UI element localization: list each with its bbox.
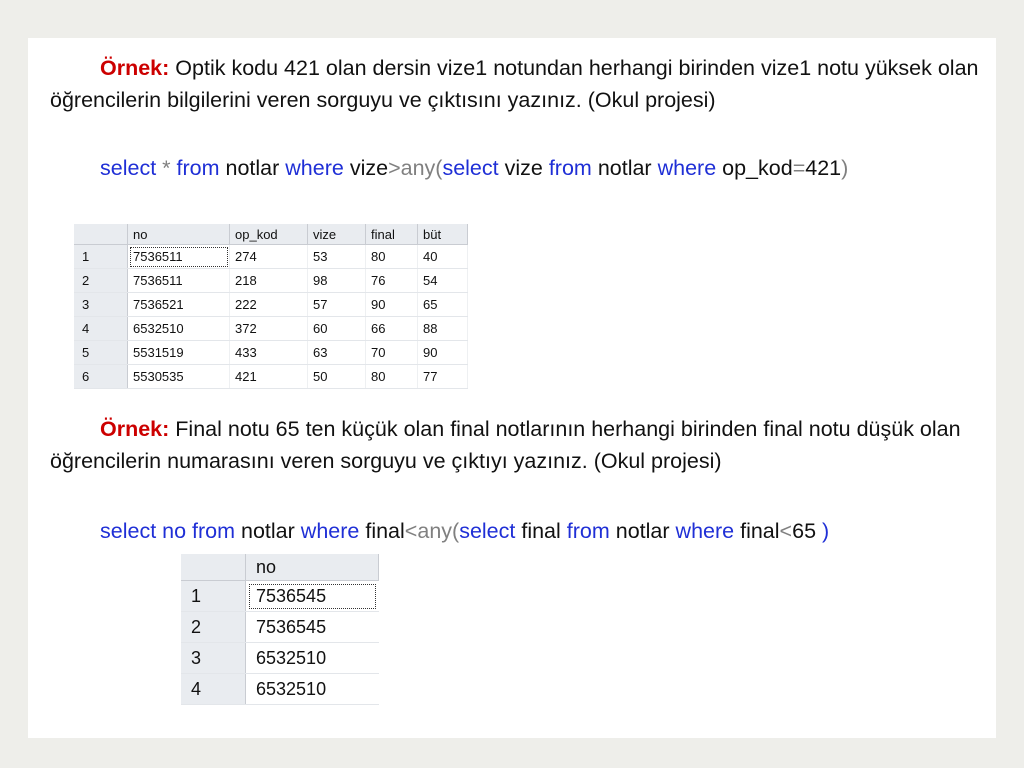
row-number[interactable]: 1 bbox=[181, 581, 246, 612]
sub-column: final bbox=[521, 519, 561, 543]
table-row[interactable] bbox=[74, 317, 468, 341]
example2-paragraph bbox=[50, 413, 980, 477]
grid-cell[interactable]: 90 bbox=[418, 341, 468, 365]
column-header-op-kod[interactable]: op_kod bbox=[230, 224, 308, 245]
grid-cell[interactable]: 88 bbox=[418, 317, 468, 341]
star: * bbox=[162, 156, 171, 180]
kw-where: where bbox=[285, 156, 344, 180]
grid-cell[interactable]: 6532510 bbox=[246, 643, 379, 674]
grid-cell[interactable]: 50 bbox=[308, 365, 366, 389]
row-number[interactable]: 4 bbox=[74, 317, 128, 341]
grid-cell[interactable]: 77 bbox=[418, 365, 468, 389]
row-number[interactable]: 6 bbox=[74, 365, 128, 389]
grid-cell[interactable]: 7536521 bbox=[128, 293, 230, 317]
slide bbox=[28, 38, 996, 738]
sub-table: notlar bbox=[597, 156, 652, 180]
grid-cell[interactable]: 40 bbox=[418, 245, 468, 269]
grid-cell[interactable]: 222 bbox=[230, 293, 308, 317]
table-row[interactable] bbox=[181, 674, 379, 705]
grid-cell[interactable]: 372 bbox=[230, 317, 308, 341]
column-header-final[interactable]: final bbox=[366, 224, 418, 245]
close-paren: ) bbox=[841, 156, 849, 180]
kw-from: from bbox=[176, 156, 220, 180]
example2-label: Örnek: bbox=[100, 417, 170, 441]
kw-any: any( bbox=[400, 156, 443, 180]
equals-operator: = bbox=[792, 156, 806, 180]
table-row[interactable] bbox=[74, 293, 468, 317]
less-than-operator: < bbox=[779, 519, 793, 543]
table-row[interactable] bbox=[74, 245, 468, 269]
grid-cell[interactable]: 70 bbox=[366, 341, 418, 365]
example1-text: Optik kodu 421 olan dersin vize1 notundan herhangi birinden vize1 notu yüksek olan öğrencilerin bilgilerini veren sorguyu ve çıktısını yazınız. (Okul projesi) bbox=[50, 56, 979, 112]
kw-select-sub: select bbox=[442, 156, 499, 180]
grid-header-row bbox=[181, 554, 379, 581]
condition-value: 65 bbox=[792, 519, 817, 543]
grid-cell[interactable]: 54 bbox=[418, 269, 468, 293]
result-grid-1 bbox=[74, 224, 468, 389]
grid-cell[interactable]: 80 bbox=[366, 365, 418, 389]
grid-cell[interactable]: 5531519 bbox=[128, 341, 230, 365]
grid-cell[interactable]: 218 bbox=[230, 269, 308, 293]
row-number[interactable]: 3 bbox=[74, 293, 128, 317]
example2-text: Final notu 65 ten küçük olan final notlarının herhangi birinden final notu düşük olan öğrencilerin numarasını veren sorguyu ve çıktıyı yazınız. (Okul projesi) bbox=[50, 417, 961, 473]
table-row[interactable] bbox=[181, 643, 379, 674]
example1-label: Örnek: bbox=[100, 56, 170, 80]
table-row[interactable] bbox=[181, 612, 379, 643]
table-row[interactable] bbox=[74, 341, 468, 365]
table-row[interactable] bbox=[74, 365, 468, 389]
table-name: notlar bbox=[225, 156, 280, 180]
condition-value: 421 bbox=[805, 156, 842, 180]
row-number[interactable]: 4 bbox=[181, 674, 246, 705]
operator: < bbox=[404, 519, 418, 543]
kw-where-sub: where bbox=[657, 156, 717, 180]
column-name: vize bbox=[349, 156, 389, 180]
grid-cell[interactable]: 6532510 bbox=[246, 674, 379, 705]
row-number[interactable]: 2 bbox=[181, 612, 246, 643]
grid-cell[interactable]: 57 bbox=[308, 293, 366, 317]
result-grid-2 bbox=[181, 554, 379, 705]
grid-corner bbox=[74, 224, 128, 245]
grid-cell[interactable]: 53 bbox=[308, 245, 366, 269]
sub-column: vize bbox=[504, 156, 543, 180]
row-number[interactable]: 3 bbox=[181, 643, 246, 674]
condition-column: op_kod bbox=[722, 156, 793, 180]
grid-cell[interactable]: 63 bbox=[308, 341, 366, 365]
grid-header-row bbox=[74, 224, 468, 245]
grid-cell[interactable]: 6532510 bbox=[128, 317, 230, 341]
sub-table: notlar bbox=[615, 519, 670, 543]
table-row[interactable] bbox=[181, 581, 379, 612]
kw-select: select bbox=[100, 156, 157, 180]
grid-cell[interactable]: 7536545 bbox=[246, 612, 379, 643]
example2-query bbox=[50, 515, 980, 547]
operator: > bbox=[388, 156, 401, 180]
table-name: notlar bbox=[241, 519, 295, 543]
close-paren: ) bbox=[822, 519, 830, 543]
grid-cell[interactable]: 80 bbox=[366, 245, 418, 269]
kw-from-sub: from bbox=[566, 519, 610, 543]
grid-cell[interactable]: 60 bbox=[308, 317, 366, 341]
grid-cell[interactable]: 66 bbox=[366, 317, 418, 341]
grid-cell[interactable]: 7536511 bbox=[128, 269, 230, 293]
grid-cell[interactable]: 7536511 bbox=[128, 245, 230, 269]
grid-cell[interactable]: 421 bbox=[230, 365, 308, 389]
kw-any: any( bbox=[417, 519, 460, 543]
kw-select-sub: select bbox=[459, 519, 516, 543]
kw-where: where bbox=[300, 519, 360, 543]
column-header-no[interactable]: no bbox=[128, 224, 230, 245]
grid-cell[interactable]: 98 bbox=[308, 269, 366, 293]
row-number[interactable]: 1 bbox=[74, 245, 128, 269]
grid-cell[interactable]: 90 bbox=[366, 293, 418, 317]
kw-select-no-from: select no from bbox=[100, 519, 236, 543]
grid-cell[interactable]: 5530535 bbox=[128, 365, 230, 389]
grid-cell[interactable]: 76 bbox=[366, 269, 418, 293]
condition-column: final bbox=[740, 519, 780, 543]
column-name: final bbox=[365, 519, 405, 543]
table-row[interactable] bbox=[74, 269, 468, 293]
grid-cell[interactable]: 7536545 bbox=[246, 581, 379, 612]
row-number[interactable]: 5 bbox=[74, 341, 128, 365]
row-number[interactable]: 2 bbox=[74, 269, 128, 293]
kw-from-sub: from bbox=[548, 156, 592, 180]
example1-paragraph bbox=[50, 52, 980, 116]
grid-corner bbox=[181, 554, 246, 581]
column-header-no[interactable]: no bbox=[246, 554, 379, 581]
example1-query bbox=[50, 152, 980, 184]
grid-cell[interactable]: 433 bbox=[230, 341, 308, 365]
column-header-but[interactable]: büt bbox=[418, 224, 468, 245]
kw-where-sub: where bbox=[675, 519, 735, 543]
grid-cell[interactable]: 274 bbox=[230, 245, 308, 269]
grid-cell[interactable]: 65 bbox=[418, 293, 468, 317]
column-header-vize[interactable]: vize bbox=[308, 224, 366, 245]
